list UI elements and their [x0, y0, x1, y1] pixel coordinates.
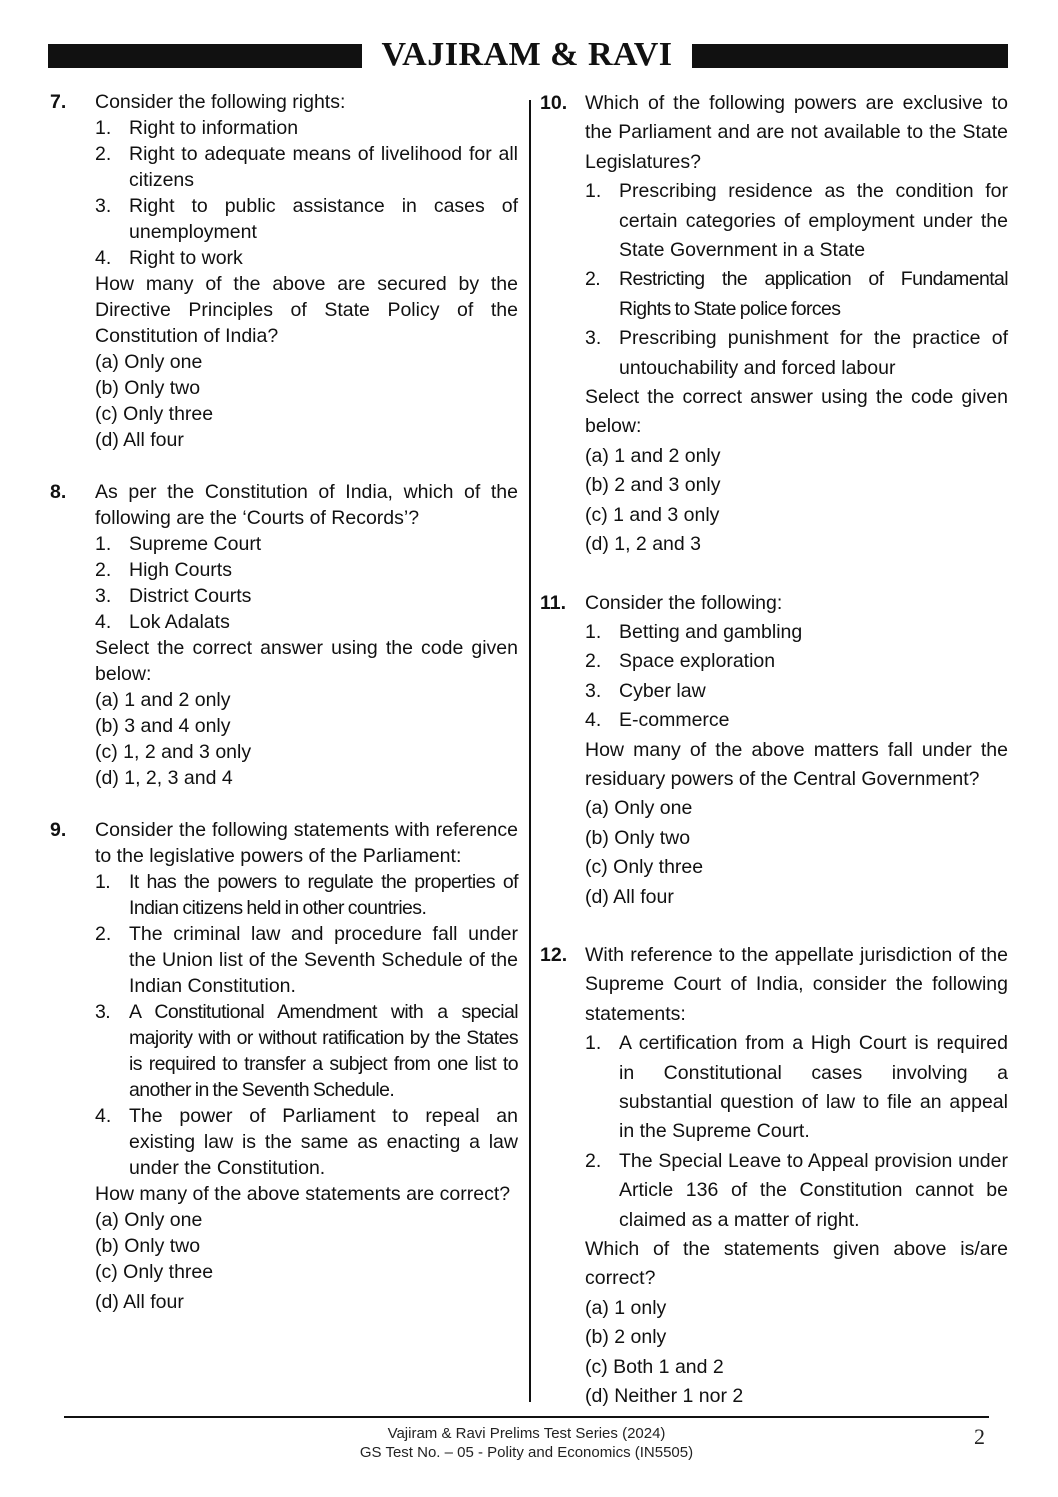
option-a: (a) 1 and 2 only [585, 444, 721, 467]
footer-series: Vajiram & Ravi Prelims Test Series (2024) [387, 1425, 666, 1442]
statement-item [95, 115, 518, 141]
option-d: (d) 1, 2 and 3 [585, 533, 701, 556]
statement-text: Restricting the application of Fundamental Rights to State police forces [619, 268, 1008, 320]
statement-item [95, 609, 518, 635]
statement-text: Supreme Court [129, 533, 262, 555]
statement-number: 3. [585, 327, 602, 350]
statement-item [95, 999, 518, 1103]
statement-item [95, 531, 518, 557]
statement-item [95, 193, 518, 245]
question-stem: Consider the following rights: [95, 91, 346, 113]
question-9 [48, 817, 518, 1315]
answer-options [95, 1207, 518, 1315]
option-d: (d) 1, 2, 3 and 4 [95, 767, 233, 789]
question-8 [48, 479, 518, 791]
question-prompt: Which of the statements given above is/are correct? [585, 1238, 1008, 1290]
option-d: (d) All four [95, 429, 184, 451]
statement-item [585, 324, 1008, 383]
statement-number: 3. [95, 1001, 111, 1023]
statement-number: 2. [95, 143, 112, 165]
left-column [48, 89, 518, 1315]
option-a: (a) 1 only [585, 1296, 667, 1319]
statement-number: 2. [95, 559, 112, 581]
statement-number: 1. [95, 117, 112, 139]
option-b: (b) 2 only [585, 1326, 667, 1349]
option-a: (a) Only one [585, 797, 693, 820]
answer-options [95, 349, 518, 453]
statement-text: E-commerce [619, 709, 730, 732]
statement-text: Space exploration [619, 650, 776, 673]
statement-text: Right to information [129, 117, 299, 139]
question-stem: With reference to the appellate jurisdiction of the Supreme Court of India, consider the following statements: [585, 943, 1008, 1025]
question-11 [538, 589, 1008, 912]
question-number: 7. [50, 91, 67, 113]
page-header [48, 36, 1008, 74]
option-c: (c) Both 1 and 2 [585, 1355, 724, 1378]
question-number: 10. [540, 92, 568, 114]
answer-options [585, 1294, 1008, 1412]
statement-number: 2. [585, 650, 602, 673]
header-bar-right [692, 44, 1008, 68]
statement-text: Right to adequate means of livelihood for all citizens [129, 143, 518, 191]
statement-item [585, 706, 1008, 735]
question-stem: Which of the following powers are exclusive to the Parliament and are not available to the State Legislatures? [585, 92, 1008, 173]
statement-item [95, 583, 518, 609]
option-d: (d) All four [585, 885, 674, 908]
statement-number: 4. [95, 247, 112, 269]
statement-item [585, 618, 1008, 647]
question-prompt: Select the correct answer using the code given below: [95, 637, 518, 685]
question-number: 11. [540, 591, 567, 614]
statement-number: 2. [585, 268, 601, 291]
statement-item [95, 245, 518, 271]
header-title: VAJIRAM & RAVI [381, 36, 673, 73]
option-b: (b) 3 and 4 only [95, 715, 231, 737]
page-footer [64, 1424, 989, 1462]
statement-item [585, 1029, 1008, 1147]
statement-number: 3. [585, 679, 602, 702]
statement-item [95, 1103, 518, 1181]
statement-number: 3. [95, 585, 112, 607]
statement-number: 1. [95, 533, 112, 555]
option-c: (c) Only three [585, 856, 704, 879]
statement-text: Betting and gambling [619, 620, 803, 643]
question-number: 12. [540, 943, 568, 966]
statement-text: District Courts [129, 585, 252, 607]
option-d: (d) Neither 1 nor 2 [585, 1385, 744, 1408]
statement-text: The power of Parliament to repeal an existing law is the same as enacting a law under the Constitution. [129, 1105, 518, 1179]
option-c: (c) 1 and 3 only [585, 503, 720, 526]
question-prompt: How many of the above are secured by the Directive Principles of State Policy of the Constitution of India? [95, 273, 518, 347]
option-b: (b) 2 and 3 only [585, 474, 721, 497]
statement-text: Prescribing punishment for the practice of untouchability and forced labour [619, 327, 1008, 379]
question-stem: Consider the following statements with reference to the legislative powers of the Parliament: [95, 819, 518, 867]
statement-list [585, 618, 1008, 736]
statement-item [585, 1147, 1008, 1235]
statement-number: 4. [95, 1105, 112, 1127]
statement-number: 1. [585, 180, 602, 203]
statement-text: Right to public assistance in cases of unemployment [129, 195, 518, 243]
option-b: (b) Only two [585, 826, 691, 849]
page-number: 2 [974, 1424, 985, 1449]
statement-number: 2. [95, 923, 112, 945]
option-b: (b) Only two [95, 1235, 201, 1257]
statement-text: A Constitutional Amendment with a special majority with or without ratification by the States is required to transfer a subject from one list to another in the Seventh Schedule. [129, 1001, 518, 1101]
question-7 [48, 89, 518, 453]
statement-item [585, 177, 1008, 265]
statement-number: 4. [585, 709, 602, 732]
question-number: 9. [50, 819, 67, 841]
statement-item [95, 141, 518, 193]
question-stem: As per the Constitution of India, which of the following are the ‘Courts of Records’? [95, 481, 518, 529]
statement-text: The Special Leave to Appeal provision under Article 136 of the Constitution cannot be claimed as a matter of right. [619, 1149, 1008, 1231]
option-c: (c) 1, 2 and 3 only [95, 741, 252, 763]
statement-text: Prescribing residence as the condition for certain categories of employment under the State Government in a State [619, 180, 1008, 262]
statement-number: 1. [95, 871, 111, 893]
footer-test-name: GS Test No. – 05 - Polity and Economics (IN5505) [359, 1444, 694, 1461]
statement-text: The criminal law and procedure fall under the Union list of the Seventh Schedule of the Indian Constitution. [129, 923, 518, 997]
statement-text: Cyber law [619, 679, 706, 702]
statement-number: 2. [585, 1149, 602, 1172]
question-prompt: How many of the above statements are correct? [95, 1183, 511, 1205]
question-10 [538, 89, 1008, 560]
option-d: (d) All four [95, 1291, 184, 1313]
statement-item [585, 265, 1008, 324]
statement-list [95, 531, 518, 635]
answer-options [585, 794, 1008, 912]
option-c: (c) Only three [95, 1261, 214, 1283]
option-a: (a) 1 and 2 only [95, 689, 231, 711]
statement-list [585, 177, 1008, 383]
answer-options [95, 687, 518, 791]
statement-text: High Courts [129, 559, 232, 581]
statement-text: Lok Adalats [129, 611, 230, 633]
statement-list [585, 1029, 1008, 1235]
option-b: (b) Only two [95, 377, 201, 399]
right-column [538, 89, 1008, 1411]
statement-text: Right to work [129, 247, 243, 269]
question-prompt: How many of the above matters fall under the residuary powers of the Central Government? [585, 738, 1008, 790]
header-bar-left [48, 44, 362, 68]
statement-text: It has the powers to regulate the properties of Indian citizens held in other countries. [129, 871, 518, 919]
column-divider [529, 100, 531, 1402]
statement-item [585, 647, 1008, 676]
option-c: (c) Only three [95, 403, 214, 425]
answer-options [585, 442, 1008, 560]
option-a: (a) Only one [95, 351, 203, 373]
statement-item [95, 921, 518, 999]
statement-item [585, 677, 1008, 706]
question-stem: Consider the following: [585, 591, 783, 614]
statement-number: 1. [585, 1032, 602, 1055]
statement-list [95, 115, 518, 271]
footer-rule [64, 1416, 989, 1418]
question-prompt: Select the correct answer using the code given below: [585, 386, 1008, 438]
statement-number: 1. [585, 620, 602, 643]
statement-list [95, 869, 518, 1181]
statement-item [95, 869, 518, 921]
question-number: 8. [50, 481, 67, 503]
statement-number: 4. [95, 611, 112, 633]
option-a: (a) Only one [95, 1209, 203, 1231]
question-12 [538, 941, 1008, 1412]
statement-item [95, 557, 518, 583]
statement-number: 3. [95, 195, 112, 217]
statement-text: A certification from a High Court is required in Constitutional cases involving a substantial question of law to file an appeal in the Supreme Court. [619, 1032, 1008, 1143]
